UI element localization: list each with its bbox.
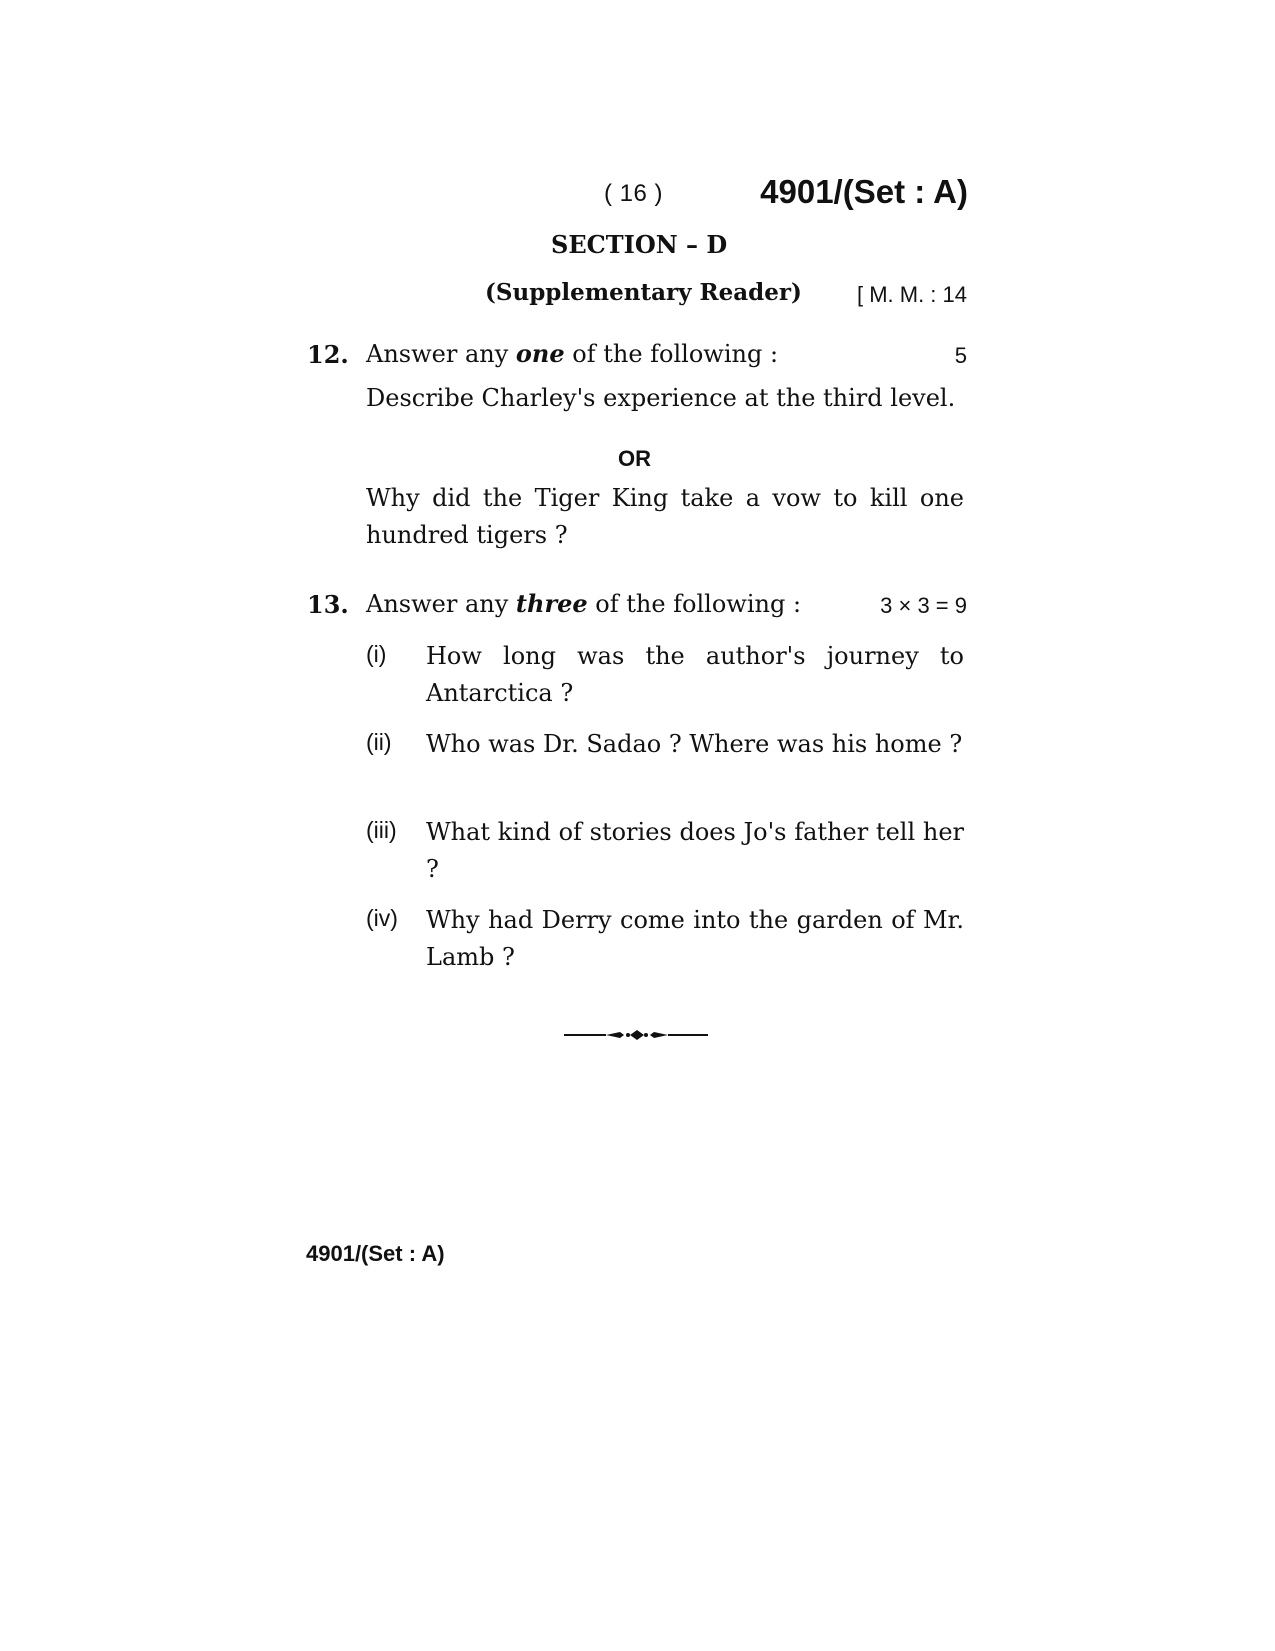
subquestion-text: What kind of stories does Jo's father tell her ? bbox=[426, 818, 964, 883]
paper-code-footer: 4901/(Set : A) bbox=[306, 1241, 445, 1266]
subquestion-label: (i) bbox=[366, 641, 387, 667]
prompt-emphasis: three bbox=[515, 589, 588, 618]
subquestion-label: (iv) bbox=[366, 905, 398, 931]
or-separator: OR bbox=[618, 446, 651, 471]
prompt-text: of the following : bbox=[587, 590, 802, 618]
paper-code-header: 4901/(Set : A) bbox=[760, 173, 968, 210]
prompt-text: of the following : bbox=[564, 340, 779, 368]
question-13-number: 13. bbox=[307, 590, 349, 619]
subquestion-text: Who was Dr. Sadao ? Where was his home ? bbox=[426, 730, 963, 758]
subquestion-text: Why had Derry come into the garden of Mr. Lamb ? bbox=[426, 906, 964, 971]
section-subtitle: (Supplementary Reader) bbox=[485, 279, 802, 306]
prompt-text: Answer any bbox=[366, 590, 516, 618]
question-13-prompt bbox=[366, 589, 801, 618]
question-13-marks: 3 × 3 = 9 bbox=[880, 593, 967, 618]
question-12-number: 12. bbox=[307, 340, 349, 369]
prompt-text: Answer any bbox=[366, 340, 516, 368]
end-ornament-icon bbox=[562, 1028, 712, 1042]
section-title: SECTION – D bbox=[551, 230, 728, 259]
subquestion-label: (iii) bbox=[366, 817, 397, 843]
subquestion-text: How long was the author's journey to Antarctica ? bbox=[426, 642, 964, 707]
subquestion-label: (ii) bbox=[366, 729, 392, 755]
prompt-emphasis: one bbox=[515, 339, 565, 368]
page-number: ( 16 ) bbox=[604, 180, 664, 207]
max-marks: [ M. M. : 14 bbox=[856, 282, 967, 307]
question-12-prompt bbox=[366, 339, 778, 368]
question-12-marks: 5 bbox=[954, 343, 967, 368]
question-12-option-a: Describe Charley's experience at the third level. bbox=[366, 384, 956, 412]
question-12-option-b: Why did the Tiger King take a vow to kill one hundred tigers ? bbox=[366, 484, 964, 549]
